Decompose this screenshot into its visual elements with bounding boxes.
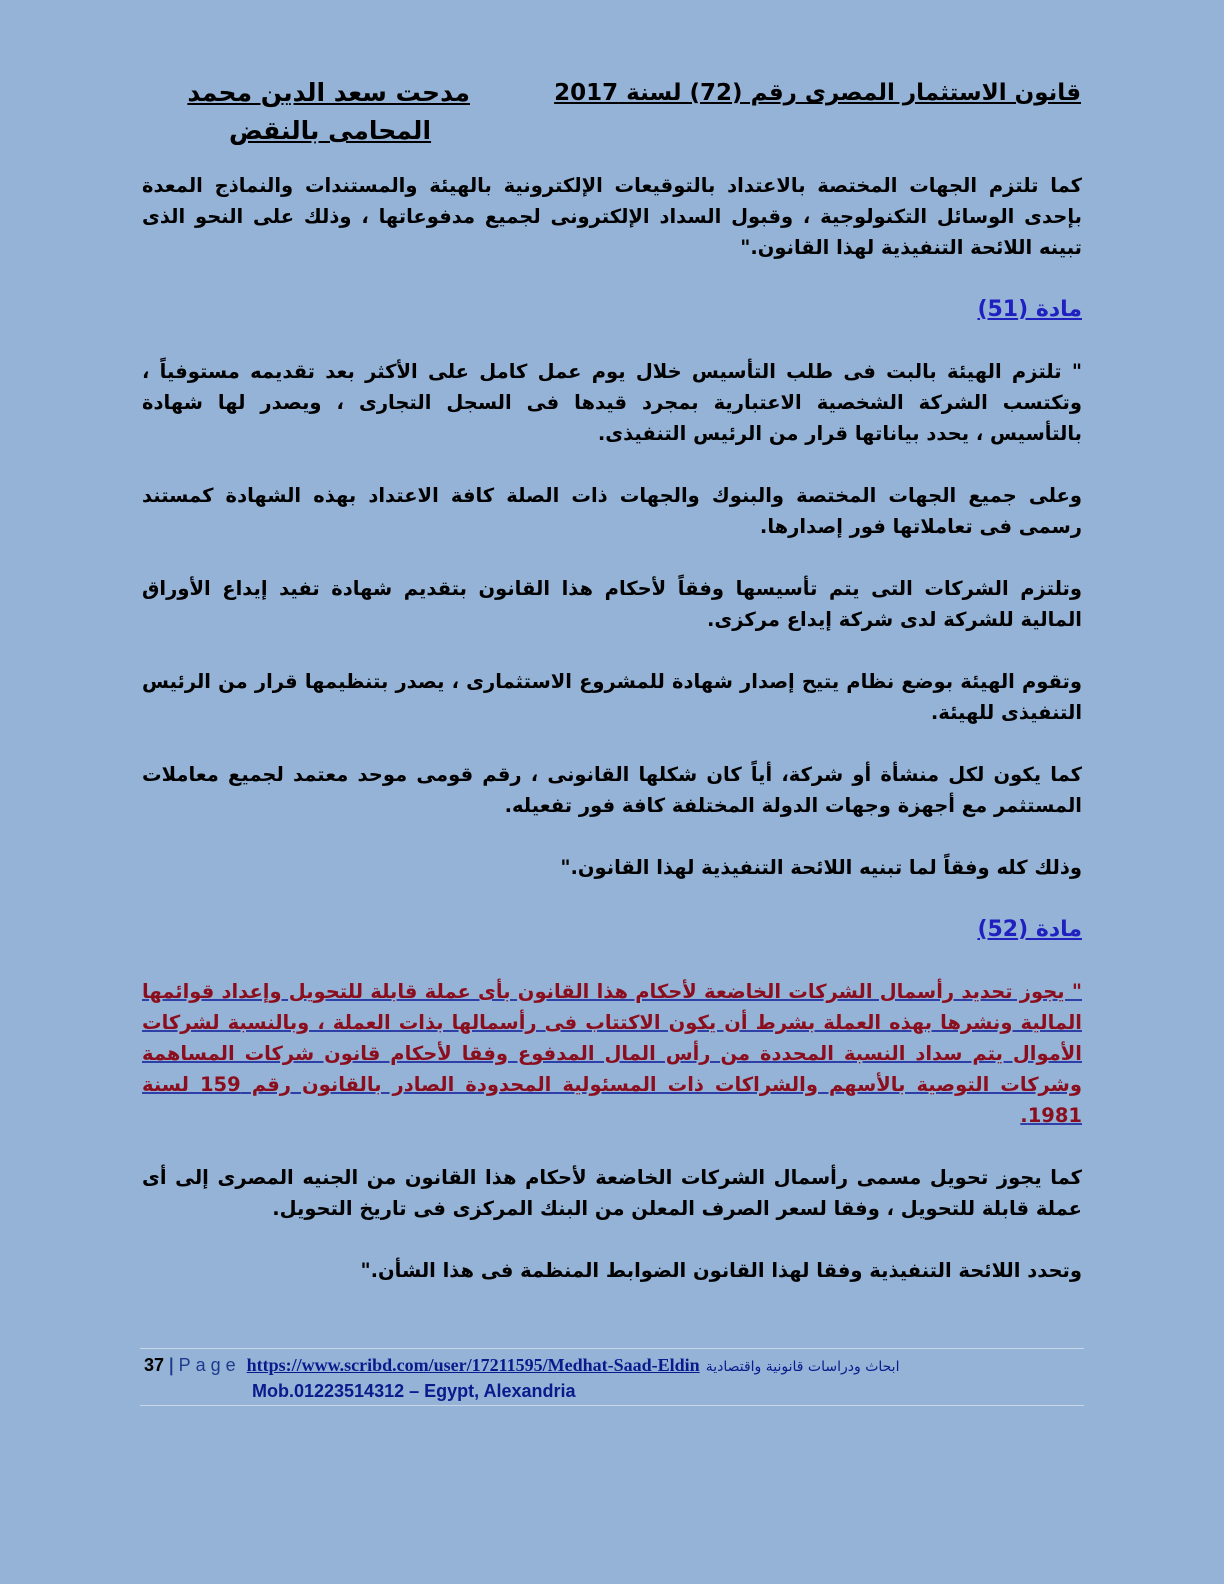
document-body <box>142 170 1082 1317</box>
paragraph-2: " تلتزم الهيئة بالبت فى طلب التأسيس خلال يوم عمل كامل على الأكثر بعد تقديمه مستوفياً ، وتكتسب الشركة الشخصية الاعتبارية بمجرد قيدها فى السجل التجارى ، ويصدر لها شهادة بالتأسيس ، يحدد بياناتها قرار من الرئيس التنفيذى. <box>142 360 1082 445</box>
law-title: قانون الاستثمار المصرى رقم (72) لسنة 2017 <box>554 80 1081 106</box>
scribd-link[interactable]: https://www.scribd.com/user/17211595/Medhat-Saad-Eldin <box>246 1355 700 1375</box>
footer-arabic-label: ابحاث ودراسات قانونية واقتصادية <box>705 1359 900 1375</box>
page-label: Page <box>178 1355 241 1375</box>
paragraph-10: وتحدد اللائحة التنفيذية وفقا لهذا القانون الضوابط المنظمة فى هذا الشأن." <box>360 1259 1082 1282</box>
page-footer <box>140 1348 1084 1406</box>
paragraph-6: كما يكون لكل منشأة أو شركة، أياً كان شكلها القانونى ، رقم قومى موحد معتمد لجميع معاملات المستثمر مع أجهزة وجهات الدولة المختلفة كافة فور تفعيله. <box>142 763 1082 817</box>
paragraph-1: كما تلتزم الجهات المختصة بالاعتداد بالتوقيعات الإلكترونية بالهيئة والمستندات والنماذج المعدة بإحدى الوسائل التكنولوجية ، وقبول السداد الإلكترونى لجميع مدفوعاتها ، وذلك على النحو الذى تبينه اللائحة التنفيذية لهذا القانون." <box>142 174 1082 259</box>
page-separator: | <box>168 1355 175 1376</box>
highlighted-paragraph <box>142 976 1082 1131</box>
footer-contact: Mob.01223514312 – Egypt, Alexandria <box>252 1381 576 1401</box>
paragraph-4: وتلتزم الشركات التى يتم تأسيسها وفقاً لأحكام هذا القانون بتقديم شهادة تفيد إيداع الأوراق المالية للشركة لدى شركة إيداع مركزى. <box>142 577 1082 631</box>
highlighted-text: " يجوز تحديد رأسمال الشركات الخاضعة لأحكام هذا القانون بأى عملة قابلة للتحويل وإعداد قوائمها المالية ونشرها بهذه العملة بشرط أن يكون الاكتتاب فى رأسمالها بذات العملة ، وبالنسبة لشركات الأموال يتم سداد النسبة المحددة من رأس المال المدفوع وفقا لأحكام قانون شركات المساهمة وشركات التوصية بالأسهم والشراكات ذات المسئولية المحدودة الصادر بالقانون رقم 159 لسنة 1981. <box>142 980 1082 1127</box>
author-name: مدحت سعد الدين محمد <box>187 78 470 107</box>
article-52-heading[interactable]: مادة (52) <box>977 917 1082 942</box>
paragraph-3: وعلى جميع الجهات المختصة والبنوك والجهات ذات الصلة كافة الاعتداد بهذه الشهادة كمستند رسمى فى تعاملاتها فور إصدارها. <box>142 484 1082 538</box>
author-title: المحامى بالنقض <box>228 116 432 145</box>
footer-line-1 <box>144 1355 899 1376</box>
article-51-heading[interactable]: مادة (51) <box>977 297 1082 322</box>
paragraph-7: وذلك كله وفقاً لما تبنيه اللائحة التنفيذية لهذا القانون." <box>560 856 1082 879</box>
paragraph-5: وتقوم الهيئة بوضع نظام يتيح إصدار شهادة للمشروع الاستثمارى ، يصدر بتنظيمها قرار من الرئيس التنفيذى للهيئة. <box>142 670 1082 724</box>
paragraph-9: كما يجوز تحويل مسمى رأسمال الشركات الخاضعة لأحكام هذا القانون من الجنيه المصرى إلى أى عملة قابلة للتحويل ، وفقا لسعر الصرف المعلن من البنك المركزى فى تاريخ التحويل. <box>142 1166 1082 1220</box>
page-number: 37 <box>144 1355 165 1375</box>
author-block <box>187 74 470 150</box>
